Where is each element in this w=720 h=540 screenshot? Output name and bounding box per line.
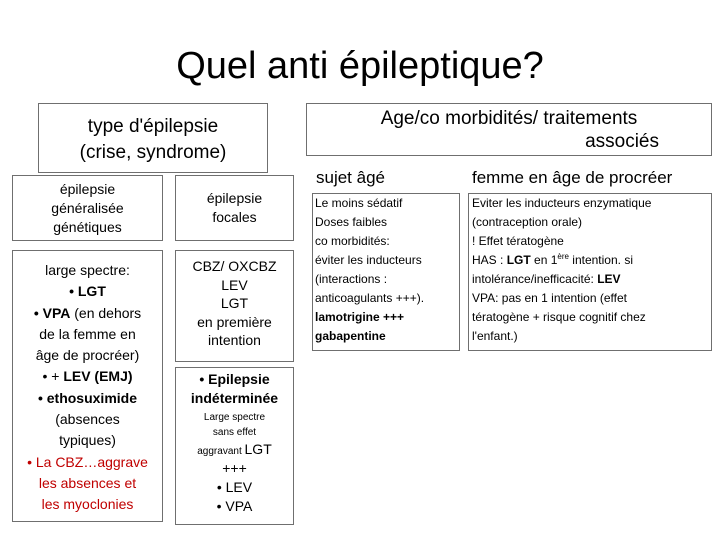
vpa-note-line2: de la femme en <box>39 325 136 342</box>
women-text-3: intention. si intolérance/inefficacité: <box>472 253 633 286</box>
undetermined-lev-line: • LEV <box>216 479 253 495</box>
focal-lgt-line: LGT <box>220 295 249 311</box>
elderly-heading: sujet âgé <box>316 168 385 187</box>
broad-spectrum-cell <box>12 250 163 522</box>
undetermined-line2: indéterminée <box>190 390 279 406</box>
generalized-line2: généralisée <box>51 200 124 216</box>
lev-item <box>13 366 162 387</box>
generalized-line1: épilepsie <box>59 181 116 197</box>
vpa-item <box>13 303 162 324</box>
ethosuximide-note-line2: typiques) <box>59 432 116 449</box>
elderly-recommendations <box>312 193 460 351</box>
comorbidities-header-line1: Age/co morbidités/ traitements <box>380 108 638 129</box>
focal-line2: focales <box>212 209 257 225</box>
broad-spectrum-line: large spectre: <box>45 262 130 278</box>
cbz-warning-line3: les myoclonies <box>41 496 134 513</box>
undetermined-lgt-line <box>176 440 293 459</box>
women-text-1: Eviter les inducteurs enzymatique (contraception orale) ! Effet tératogène HAS : <box>472 196 652 267</box>
ethosuximide-note-line1: (absences <box>55 411 120 428</box>
vpa-label: • VPA <box>33 304 71 321</box>
women-lgt: LGT <box>506 253 531 267</box>
page-title: Quel anti épileptique? <box>176 45 544 87</box>
undetermined-small-line1: Large spectre <box>203 412 266 423</box>
focal-lev-line: LEV <box>221 276 248 293</box>
undetermined-line1: • Epilepsie <box>199 371 270 387</box>
undetermined-plus-line: +++ <box>222 460 247 476</box>
lev-prefix: • + <box>42 368 64 385</box>
cbz-warning-line1: • La CBZ…aggrave <box>27 453 148 470</box>
women-text-4: VPA: pas en 1 intention (effet tératogène + risque cognitif chez l'enfant.) <box>472 291 646 343</box>
women-text-2: en 1 <box>530 253 558 267</box>
childbearing-women-recommendations <box>468 193 712 351</box>
vpa-note: (en dehors <box>70 304 142 321</box>
elderly-text: Le moins sédatif Doses faibles co morbidités: éviter les inducteurs (interactions : anticoagulants +++). <box>315 196 425 305</box>
focal-epilepsy-cell <box>175 175 294 241</box>
vpa-note-line3: âge de procréer) <box>35 347 140 364</box>
undetermined-epilepsy-cell <box>175 367 294 525</box>
comorbidities-header <box>306 103 712 156</box>
first-line-label-2: intention <box>208 332 261 348</box>
cbz-oxcbz-line: CBZ/ OXCBZ <box>192 258 277 274</box>
epilepsy-type-header-line2: (crise, syndrome) <box>79 142 227 163</box>
women-lev: LEV <box>597 272 621 286</box>
first-line-label: en première <box>197 313 272 330</box>
undetermined-small-line2: sans effet <box>212 427 257 438</box>
undetermined-small-line3: aggravant <box>197 446 245 457</box>
epilepsy-type-header <box>38 103 268 173</box>
comorbidities-header-line2: associés <box>585 131 659 152</box>
ethosuximide-item: • ethosuximide <box>37 389 138 406</box>
generalized-line3: génétiques <box>53 219 122 235</box>
epilepsy-type-header-line1: type d'épilepsie <box>87 116 219 137</box>
childbearing-women-heading: femme en âge de procréer <box>472 168 673 187</box>
undetermined-vpa-line: • VPA <box>216 498 253 514</box>
focal-treatment-cell <box>175 250 294 362</box>
undetermined-lgt: LGT <box>244 441 272 457</box>
cbz-warning-line2: les absences et <box>38 474 137 491</box>
focal-line1: épilepsie <box>206 190 263 206</box>
elderly-drugs: lamotrigine +++ gabapentine <box>315 310 405 343</box>
lev-label: LEV (EMJ) <box>63 368 133 385</box>
women-sup: ère <box>557 252 569 261</box>
lgt-item: • LGT <box>69 283 106 300</box>
generalized-epilepsy-cell <box>12 175 163 241</box>
